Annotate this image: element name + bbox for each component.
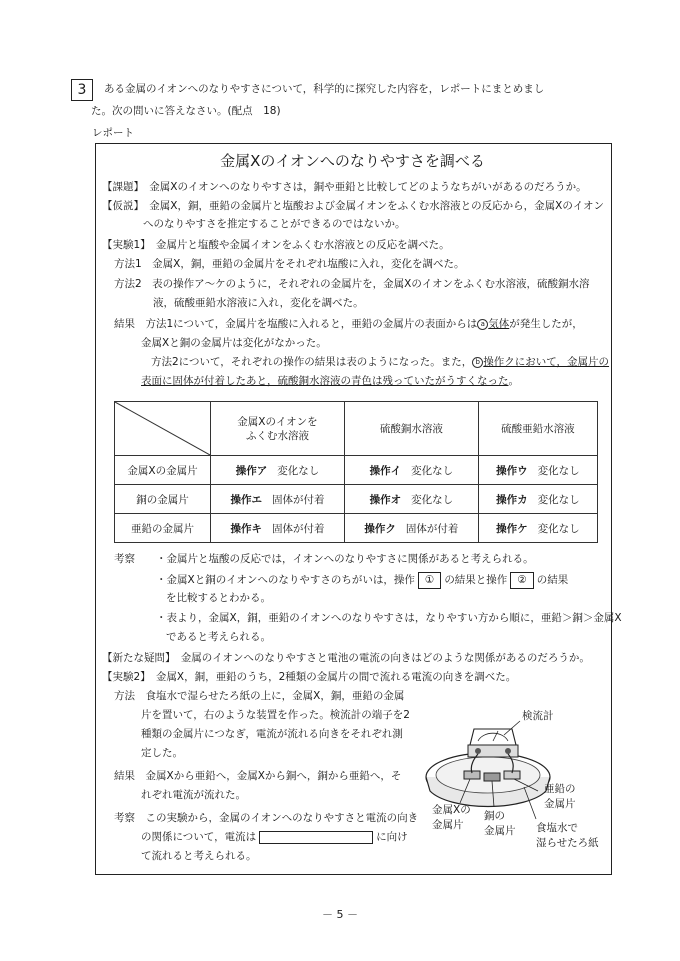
- kasetsu-line2: へのなりやすさを推定することができるのではないか。: [143, 218, 406, 230]
- label-zinc-1: 亜鉛の: [544, 783, 576, 795]
- label-copper-2: 金属片: [484, 825, 516, 837]
- kousatsu-2-mid: の結果と操作: [444, 574, 508, 586]
- label-metalx-2: 金属片: [432, 819, 464, 831]
- kousatsu2-text-2-pre: の関係について，電流は: [141, 831, 257, 843]
- table-header: 金属Xのイオンを ふくむ水溶液: [211, 402, 345, 456]
- question-text-line2: た。次の問いに答えなさい。(配点 18): [91, 105, 281, 117]
- kousatsu-label: 考察: [114, 553, 135, 565]
- table-corner-cell: [115, 402, 211, 456]
- table-cell: 操作キ 固体が付着: [211, 514, 345, 543]
- mark-b: b: [472, 357, 483, 368]
- blank-1: ①: [418, 572, 441, 589]
- method2-text-2: 片を置いて，右のような装置を作った。検流計の端子を2: [141, 709, 410, 721]
- answer-blank: [259, 831, 373, 844]
- method2-text-3: 種類の金属片につなぎ，電流が流れる向きをそれぞれ測: [141, 728, 403, 740]
- table-header: 硫酸亜鉛水溶液: [478, 402, 597, 456]
- kousatsu-2-pre: ・金属Xと銅のイオンへのなりやすさのちがいは，操作: [156, 574, 415, 586]
- kousatsu-4: ・表より，金属X，銅，亜鉛のイオンへのなりやすさは，なりやすい方から順に，亜鉛＞銅＞金属X: [156, 612, 622, 624]
- label-paper-2: 湿らせたろ紙: [536, 837, 599, 849]
- kadai: 【課題】 金属Xのイオンへのなりやすさは，銅や亜鉛と比較してどのようなちがいがあるのだろうか。: [102, 181, 587, 193]
- page-number: － 5 －: [322, 908, 358, 921]
- result2-text-2: れぞれ電流が流れた。: [141, 789, 246, 801]
- result-a-pre: 結果 方法1について，金属片を塩酸に入れると，亜鉛の金属片の表面からは: [114, 318, 478, 330]
- table-cell: 操作ア 変化なし: [211, 456, 345, 485]
- table-cell: 操作エ 固体が付着: [211, 485, 345, 514]
- result-line4: [141, 374, 519, 389]
- copper-piece: [484, 773, 500, 781]
- result-line1: [114, 317, 583, 332]
- kousatsu2-text-3: て流れると考えられる。: [141, 850, 257, 862]
- kousatsu-1: ・金属片と塩酸の反応では，イオンへのなりやすさに関係があると考えられる。: [156, 553, 534, 565]
- result2-text-1: 結果 金属Xから亜鉛へ，金属Xから銅へ，銅から亜鉛へ，そ: [114, 770, 402, 782]
- method2-line2: 液，硫酸亜鉛水溶液に入れ，変化を調べた。: [153, 297, 364, 309]
- result-d-underline: 表面に固体が付着したあと，硫酸銅水溶液の青色は残っていたがうすくなった: [141, 375, 509, 387]
- result-d-post: 。: [508, 375, 519, 387]
- row-label: 金属Xの金属片: [115, 456, 211, 485]
- label-zinc-2: 金属片: [544, 798, 576, 810]
- results-table: [114, 401, 598, 543]
- kousatsu2-text-1: 考察 この実験から，金属のイオンへのなりやすさと電流の向き: [114, 812, 419, 824]
- method2-text-4: 定した。: [141, 747, 183, 759]
- kousatsu-2: [156, 572, 568, 589]
- result-c-underline: 操作クにおいて，金属片の: [483, 356, 610, 368]
- table-header-row: [115, 402, 598, 456]
- kasetsu-line1: 【仮説】 金属X，銅，亜鉛の金属片と塩酸および金属イオンをふくむ水溶液との反応から，金属Xのイオン: [102, 200, 605, 212]
- report-label: レポート: [92, 127, 134, 139]
- table-header: 硫酸銅水溶液: [344, 402, 478, 456]
- kousatsu2-text-2: [141, 830, 408, 845]
- question-text-line1: ある金属のイオンへのなりやすさについて，科学的に探究した内容を，レポートにまとめまし: [104, 83, 545, 95]
- result-c-pre: 方法2について，それぞれの操作の結果は表のようになった。また，: [151, 356, 473, 368]
- result-line2: 金属Xと銅の金属片は変化がなかった。: [141, 337, 327, 349]
- table-row: [115, 514, 598, 543]
- diagonal-line: [115, 402, 210, 455]
- new-question: 【新たな疑問】 金属のイオンへのなりやすさと電池の電流の向きはどのような関係があるのだろうか。: [102, 652, 590, 664]
- result-a-underline: 気体: [488, 318, 510, 330]
- kousatsu2-text-2-post: に向け: [376, 831, 408, 843]
- kousatsu-3: を比較するとわかる。: [166, 592, 271, 604]
- method2-text-1: 方法 食塩水で湿らせたろ紙の上に，金属X，銅，亜鉛の金属: [114, 690, 405, 702]
- label-copper-1: 銅の: [484, 810, 505, 822]
- method1: 方法1 金属X，銅，亜鉛の金属片をそれぞれ塩酸に入れ，変化を調べた。: [114, 258, 465, 270]
- table-cell: 操作ウ 変化なし: [478, 456, 597, 485]
- mark-a: a: [477, 319, 488, 330]
- label-metalx-1: 金属Xの: [432, 804, 471, 816]
- label-paper-1: 食塩水で: [536, 822, 578, 834]
- blank-2: ②: [510, 572, 533, 589]
- experiment1-title: 【実験1】 金属片と塩酸や金属イオンをふくむ水溶液との反応を調べた。: [102, 239, 450, 251]
- question-number: 3: [71, 79, 93, 101]
- result-a-post: が発生したが，: [509, 318, 583, 330]
- experiment2-title: 【実験2】 金属X，銅，亜鉛のうち，2種類の金属片の間で流れる電流の向きを調べた。: [102, 671, 517, 683]
- result-line3: [151, 355, 609, 370]
- kousatsu-5: であると考えられる。: [166, 631, 271, 643]
- row-label: 銅の金属片: [115, 485, 211, 514]
- method2-line1: 方法2 表の操作ア～ケのように，それぞれの金属片を，金属Xのイオンをふくむ水溶液，硫酸銅水溶: [114, 278, 590, 290]
- galvanometer-icon: [470, 729, 516, 745]
- kousatsu-2-post: の結果: [536, 574, 569, 586]
- report-title: 金属Xのイオンへのなりやすさを調べる: [220, 152, 485, 170]
- table-row: [115, 485, 598, 514]
- label-galvanometer: 検流計: [522, 710, 554, 722]
- table-cell: 操作ケ 変化なし: [478, 514, 597, 543]
- table-cell: 操作オ 変化なし: [344, 485, 478, 514]
- row-label: 亜鉛の金属片: [115, 514, 211, 543]
- table-cell: 操作イ 変化なし: [344, 456, 478, 485]
- table-cell: 操作カ 変化なし: [478, 485, 597, 514]
- table-cell: 操作ク 固体が付着: [344, 514, 478, 543]
- table-row: [115, 456, 598, 485]
- apparatus-diagram: [420, 695, 610, 870]
